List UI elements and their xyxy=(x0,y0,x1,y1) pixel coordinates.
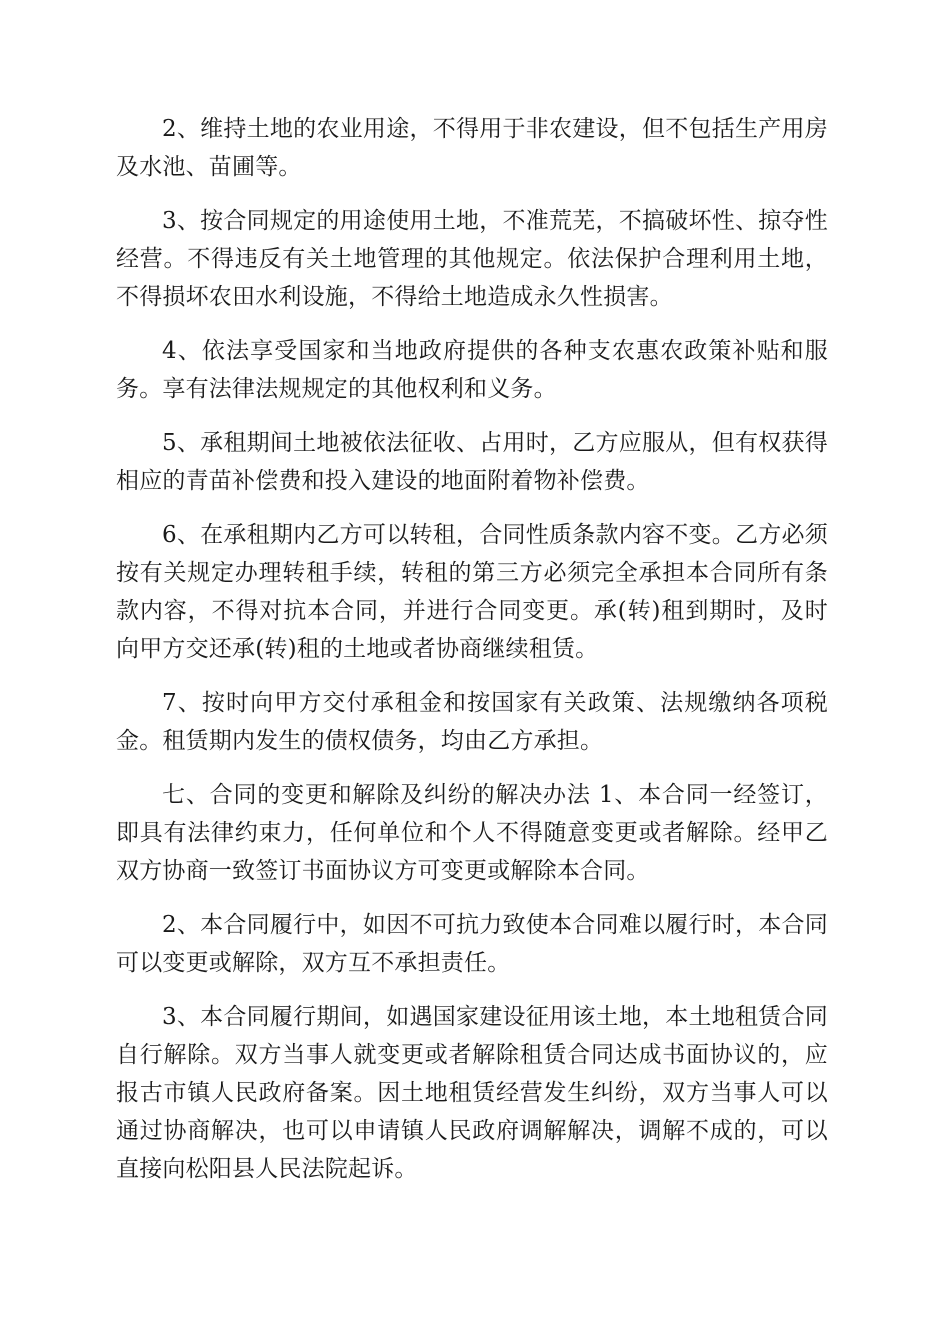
paragraph-clause-5: 5、承租期间土地被依法征收、占用时，乙方应服从，但有权获得相应的青苗补偿费和投入建设的地面附着物补偿费。 xyxy=(116,430,828,494)
paragraph-clause-3: 3、按合同规定的用途使用土地，不准荒芜，不搞破坏性、掠夺性经营。不得违反有关土地管理的其他规定。依法保护合理利用土地，不得损坏农田水利设施，不得给土地造成永久性损害。 xyxy=(116,208,828,310)
document-body xyxy=(116,110,828,1204)
paragraph-clause-6: 6、在承租期内乙方可以转租，合同性质条款内容不变。乙方必须按有关规定办理转租手续，转租的第三方必须完全承担本合同所有条款内容，不得对抗本合同，并进行合同变更。承(转)租到期时，及时向甲方交还承(转)租的土地或者协商继续租赁。 xyxy=(116,522,828,662)
paragraph-section-7-clause-3: 3、本合同履行期间，如遇国家建设征用该土地，本土地租赁合同自行解除。双方当事人就变更或者解除租赁合同达成书面协议的，应报古市镇人民政府备案。因土地租赁经营发生纠纷，双方当事人可以通过协商解决，也可以申请镇人民政府调解解决，调解不成的，可以直接向松阳县人民法院起诉。 xyxy=(116,1004,828,1182)
paragraph-section-7: 七、合同的变更和解除及纠纷的解决办法 1、本合同一经签订，即具有法律约束力，任何单位和个人不得随意变更或者解除。经甲乙双方协商一致签订书面协议方可变更或解除本合同。 xyxy=(116,782,828,884)
paragraph-section-7-clause-2: 2、本合同履行中，如因不可抗力致使本合同难以履行时，本合同可以变更或解除，双方互不承担责任。 xyxy=(116,912,828,976)
paragraph-clause-4: 4、依法享受国家和当地政府提供的各种支农惠农政策补贴和服务。享有法律法规规定的其他权利和义务。 xyxy=(116,338,828,402)
paragraph-clause-2: 2、维持土地的农业用途，不得用于非农建设，但不包括生产用房及水池、苗圃等。 xyxy=(116,116,828,180)
paragraph-clause-7: 7、按时向甲方交付承租金和按国家有关政策、法规缴纳各项税金。租赁期内发生的债权债务，均由乙方承担。 xyxy=(116,690,828,754)
